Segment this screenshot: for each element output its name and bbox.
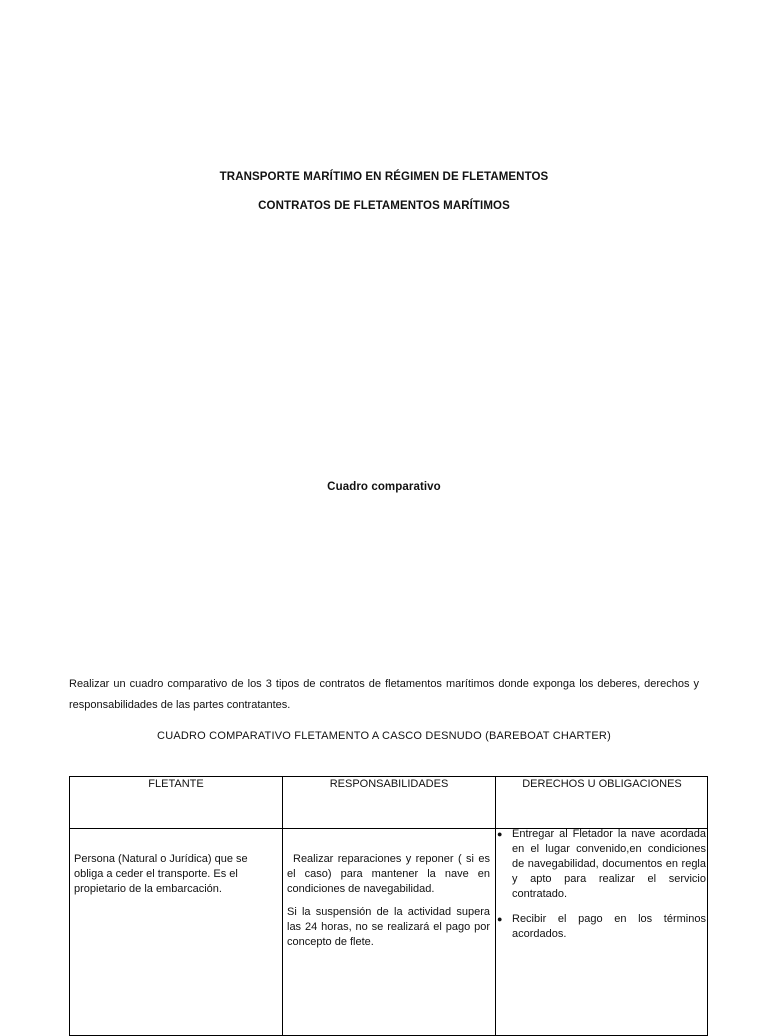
comparison-table xyxy=(69,776,708,1036)
derecho-item xyxy=(496,912,706,942)
cell-responsabilidades xyxy=(287,852,490,958)
responsabilidad-item: Realizar reparaciones y reponer ( si es el caso) para mantener la nave en condiciones de navegabilidad. xyxy=(287,853,490,895)
header-derechos: DERECHOS U OBLIGACIONES xyxy=(522,778,682,790)
header-responsabilidades: RESPONSABILIDADES xyxy=(329,778,449,790)
responsabilidad-item: Si la suspensión de la actividad supera las 24 horas, no se realizará el pago por concepto de flete. xyxy=(287,906,490,948)
derecho-text: Recibir el pago en los términos acordados. xyxy=(512,913,706,940)
bullet-icon: ● xyxy=(497,829,503,839)
bullet-icon: ● xyxy=(497,914,503,924)
cell-fletante: Persona (Natural o Jurídica) que se obliga a ceder el transporte. Es el propietario de la embarcación. xyxy=(74,853,248,895)
header-fletante: FLETANTE xyxy=(148,778,204,790)
instructions-paragraph: Realizar un cuadro comparativo de los 3 tipos de contratos de fletamentos marítimos donde exponga los deberes, derechos y responsabilidades de las partes contratantes. xyxy=(69,678,699,711)
derecho-item xyxy=(496,827,706,902)
table-title: CUADRO COMPARATIVO FLETAMENTO A CASCO DESNUDO (BAREBOAT CHARTER) xyxy=(157,730,611,742)
cell-derechos xyxy=(496,827,706,952)
section-title: Cuadro comparativo xyxy=(327,481,441,493)
derecho-text: Entregar al Fletador la nave acordada en el lugar convenido,en condiciones de navegabilidad, documentos en regla y apto para realizar el servicio contratado. xyxy=(512,828,706,900)
document-title: TRANSPORTE MARÍTIMO EN RÉGIMEN DE FLETAMENTOS xyxy=(219,171,549,183)
document-subtitle: CONTRATOS DE FLETAMENTOS MARÍTIMOS xyxy=(258,200,510,212)
